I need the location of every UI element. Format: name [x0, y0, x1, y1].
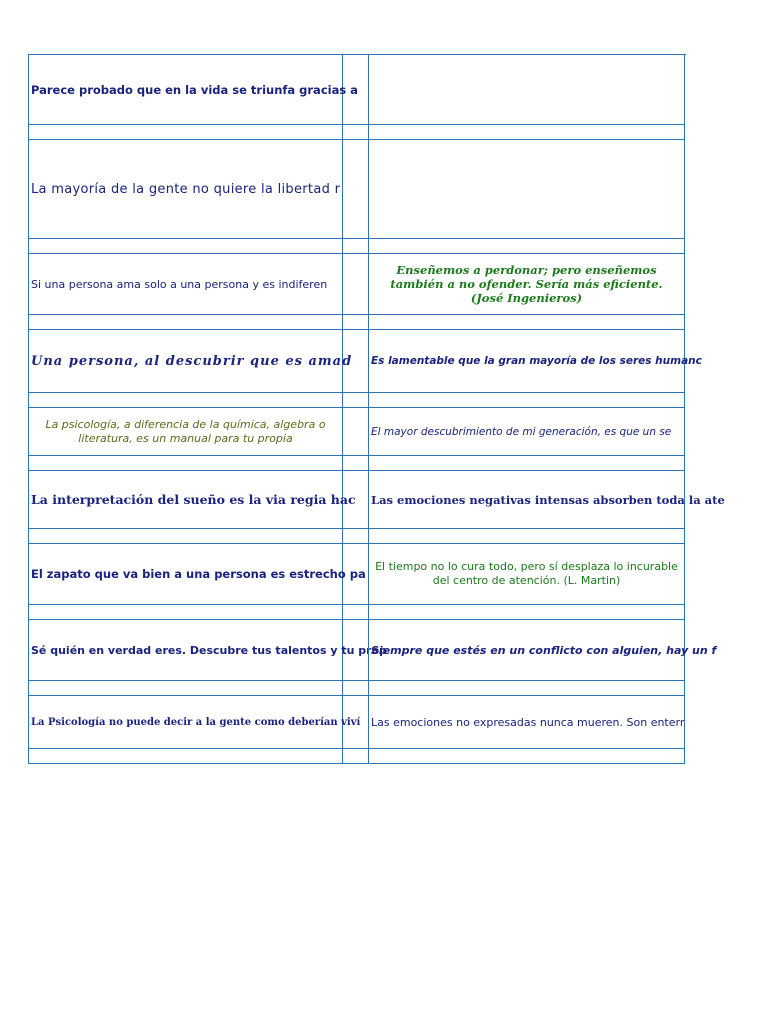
- table-cell[interactable]: [343, 605, 369, 620]
- table-cell[interactable]: [29, 125, 343, 140]
- quote-left-1: Parece probado que en la vida se triunfa gracias a: [31, 82, 358, 97]
- table-spacer-row: [29, 393, 686, 408]
- table-cell[interactable]: [369, 696, 685, 749]
- table-cell[interactable]: [29, 393, 343, 408]
- table-cell[interactable]: [369, 125, 685, 140]
- table-cell[interactable]: [29, 749, 343, 764]
- table-spacer-row: [29, 125, 686, 140]
- table-row: [29, 254, 686, 315]
- quotes-table: [28, 54, 725, 764]
- table-spacer-row: [29, 239, 686, 254]
- table-cell[interactable]: [369, 239, 685, 254]
- table-cell[interactable]: [369, 408, 685, 456]
- table-cell[interactable]: [369, 620, 717, 681]
- table-row: [29, 544, 686, 605]
- quote-left-3: Si una persona ama solo a una persona y es indiferen: [31, 277, 328, 291]
- table-cell[interactable]: [369, 330, 702, 393]
- quote-left-2: La mayoría de la gente no quiere la libertad r: [31, 181, 341, 197]
- table-row: [29, 330, 702, 393]
- table-cell[interactable]: [369, 529, 685, 544]
- table-cell[interactable]: [343, 696, 369, 749]
- table-cell[interactable]: [343, 315, 369, 330]
- table-cell[interactable]: [369, 140, 685, 239]
- table-cell[interactable]: [369, 749, 685, 764]
- table-cell[interactable]: [343, 456, 369, 471]
- quote-right-5: El mayor descubrimiento de mi generación, es que un se: [371, 425, 672, 438]
- table-spacer-row: [29, 681, 686, 696]
- table-cell[interactable]: [343, 393, 369, 408]
- table-cell[interactable]: [343, 254, 369, 315]
- quote-left-6: La interpretación del sueño es la via regia hac: [31, 492, 356, 507]
- table-spacer-row: [29, 605, 686, 620]
- table-cell[interactable]: [343, 239, 369, 254]
- table-cell[interactable]: [343, 330, 369, 393]
- table-row: [29, 140, 686, 239]
- table-spacer-row: [29, 529, 686, 544]
- table-row: [29, 55, 686, 125]
- table-spacer-row: [29, 749, 686, 764]
- quote-left-5: La psicología, a diferencia de la química, algebra o literatura, es un manual para tu propia: [45, 417, 326, 445]
- table-cell[interactable]: [369, 55, 685, 125]
- table-cell[interactable]: [343, 544, 369, 605]
- quote-right-3: Enseñemos a perdonar; pero enseñemos también a no ofender. Sería más eficiente. (José Ingenieros): [390, 263, 663, 305]
- quote-right-7: El tiempo no lo cura todo, pero sí desplaza lo incurable del centro de atención. (L. Martin): [375, 560, 678, 587]
- table-cell[interactable]: [29, 239, 343, 254]
- table-cell[interactable]: [343, 529, 369, 544]
- table-cell[interactable]: [29, 140, 343, 239]
- table-cell[interactable]: [29, 620, 388, 681]
- table-cell[interactable]: [343, 55, 369, 125]
- quote-left-7: El zapato que va bien a una persona es estrecho pa: [31, 567, 366, 581]
- table-cell[interactable]: [29, 544, 366, 605]
- table-cell[interactable]: [29, 315, 343, 330]
- table-cell[interactable]: [369, 456, 685, 471]
- table-cell[interactable]: [369, 681, 685, 696]
- table-cell[interactable]: [369, 471, 725, 529]
- table-cell[interactable]: [29, 696, 361, 749]
- quote-right-8: Siempre que estés en un conflicto con alguien, hay un f: [371, 643, 717, 657]
- table-cell[interactable]: [29, 605, 343, 620]
- table-cell[interactable]: [343, 408, 369, 456]
- table-cell[interactable]: [369, 315, 685, 330]
- table-row: [29, 620, 717, 681]
- quote-right-6: Las emociones negativas intensas absorben toda la ate: [371, 492, 725, 507]
- table-cell[interactable]: [343, 140, 369, 239]
- table-cell[interactable]: [29, 55, 358, 125]
- table-cell[interactable]: [343, 749, 369, 764]
- table-cell[interactable]: [369, 544, 685, 605]
- table-cell[interactable]: [29, 681, 343, 696]
- table-spacer-row: [29, 315, 686, 330]
- table-cell[interactable]: [369, 254, 685, 315]
- table-cell[interactable]: [29, 330, 353, 393]
- table-row: [29, 471, 725, 529]
- table-cell[interactable]: [343, 681, 369, 696]
- table-cell[interactable]: [343, 620, 369, 681]
- quote-left-4: Una persona, al descubrir que es amad: [31, 353, 353, 369]
- table-cell[interactable]: [29, 456, 343, 471]
- table-cell[interactable]: [343, 471, 369, 529]
- table-cell[interactable]: [29, 529, 343, 544]
- quote-left-9: La Psicología no puede decir a la gente como deberían viví: [31, 716, 361, 728]
- table-row: [29, 696, 686, 749]
- table-cell[interactable]: [369, 605, 685, 620]
- table-row: [29, 408, 686, 456]
- table-cell[interactable]: [343, 125, 369, 140]
- table-cell[interactable]: [369, 393, 685, 408]
- table-cell[interactable]: [29, 408, 343, 456]
- table-spacer-row: [29, 456, 686, 471]
- table-cell[interactable]: [29, 471, 356, 529]
- table-cell[interactable]: [29, 254, 343, 315]
- quote-left-8: Sé quién en verdad eres. Descubre tus talentos y tu prop: [31, 643, 388, 657]
- quote-right-9: Las emociones no expresadas nunca mueren. Son enterr: [371, 715, 685, 729]
- quote-right-4: Es lamentable que la gran mayoría de los seres humanc: [371, 355, 702, 367]
